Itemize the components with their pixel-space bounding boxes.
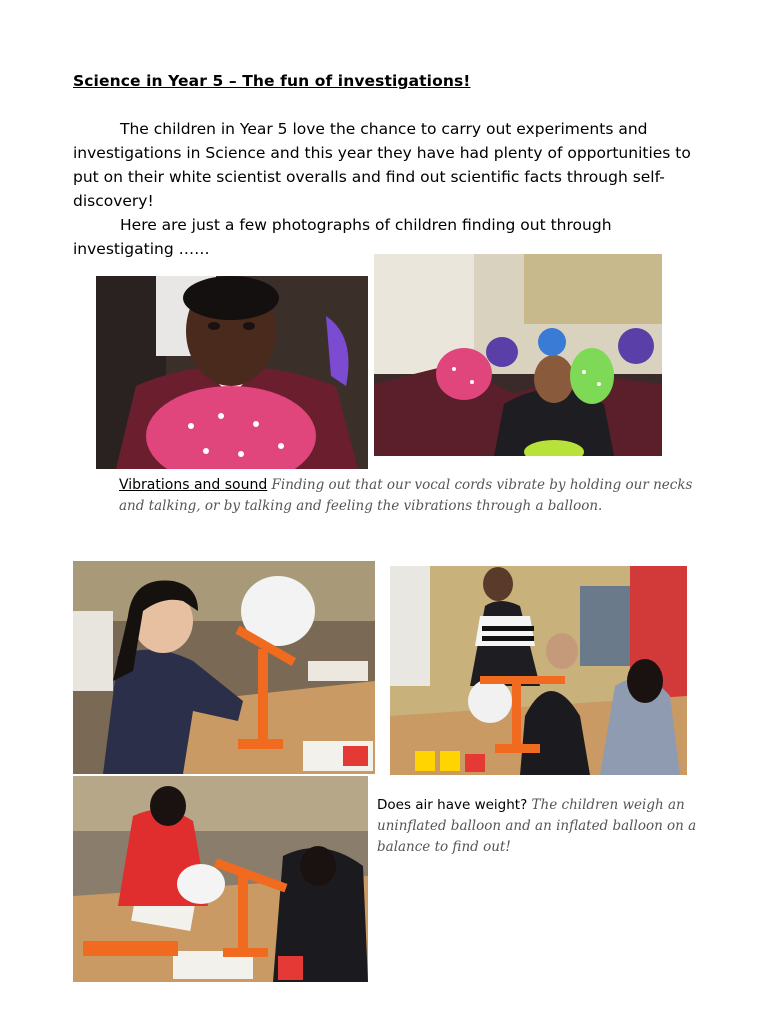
page-title: Science in Year 5 – The fun of investigations! <box>73 72 471 90</box>
photo-group-with-balloons <box>374 254 662 456</box>
air-weight-heading: Does air have weight? <box>377 797 528 813</box>
vibrations-heading: Vibrations and sound <box>119 477 268 493</box>
vibrations-caption <box>119 475 699 517</box>
photo-classroom-balance <box>73 776 368 982</box>
air-weight-text: The children weigh an uninflated balloon and an inflated balloon on a balance to find out! <box>377 797 697 855</box>
intro-paragraph-2: Here are just a few photographs of children finding out through investigating …… <box>73 216 612 258</box>
photo-girl-balance <box>73 561 375 774</box>
vibrations-text: Finding out that our vocal cords vibrate by holding our necks and talking, or by talking and feeling the vibrations through a balloon. <box>119 477 693 514</box>
photo-boy-with-balloon <box>96 276 368 469</box>
photo-boys-balance <box>390 566 687 775</box>
intro-paragraph-1: The children in Year 5 love the chance to carry out experiments and investigations in Science and this year they have had plenty of opportunities to put on their white scientist overalls and find out scientific facts through self-discovery! <box>73 120 691 210</box>
air-weight-caption <box>377 795 697 858</box>
